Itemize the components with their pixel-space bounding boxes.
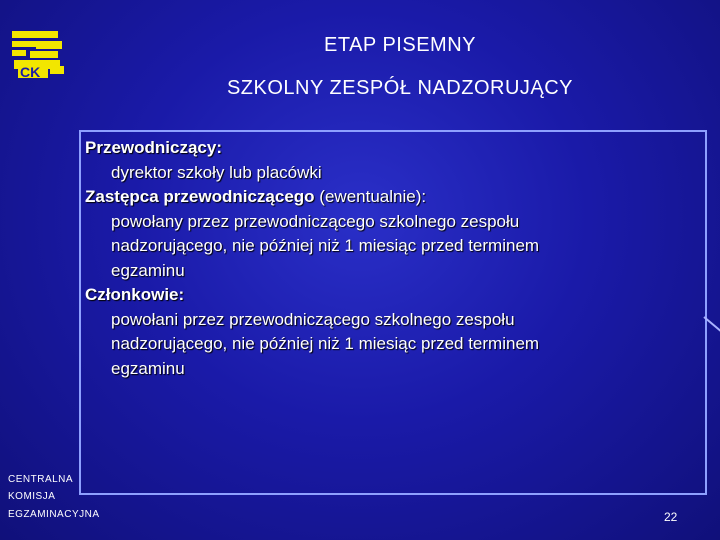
deputy-label-suffix: (ewentualnie): bbox=[314, 187, 427, 206]
deputy-description-line2: nadzorującego, nie później niż 1 miesiąc przed terminem bbox=[111, 236, 540, 255]
members-description-line1: powołani przez przewodniczącego szkolnego zespołu bbox=[111, 309, 515, 329]
content-body bbox=[85, 136, 685, 381]
page-title: ETAP PISEMNY bbox=[324, 34, 476, 56]
page-number: 22 bbox=[664, 510, 678, 524]
footer-line-3: EGZAMINACYJNA bbox=[8, 509, 100, 520]
members-label: Członkowie: bbox=[85, 285, 185, 304]
chair-label: Przewodniczący: bbox=[85, 138, 222, 157]
footer-line-2: KOMISJA bbox=[8, 491, 56, 502]
chair-description: dyrektor szkoły lub placówki bbox=[111, 162, 322, 182]
members-description-line2: nadzorującego, nie później niż 1 miesiąc przed terminem bbox=[111, 334, 540, 353]
deputy-row bbox=[85, 185, 685, 210]
deputy-description-line1: powołany przez przewodniczącego szkolnego zespołu bbox=[111, 211, 520, 231]
svg-text:CK: CK bbox=[20, 64, 41, 80]
deputy-description-line3: egzaminu bbox=[111, 260, 185, 280]
deputy-label: Zastępca przewodniczącego bbox=[85, 187, 315, 206]
members-description-line3: egzaminu bbox=[111, 358, 185, 378]
page-subtitle: SZKOLNY ZESPÓŁ NADZORUJĄCY bbox=[226, 77, 574, 99]
footer-line-1: CENTRALNA bbox=[8, 474, 74, 485]
